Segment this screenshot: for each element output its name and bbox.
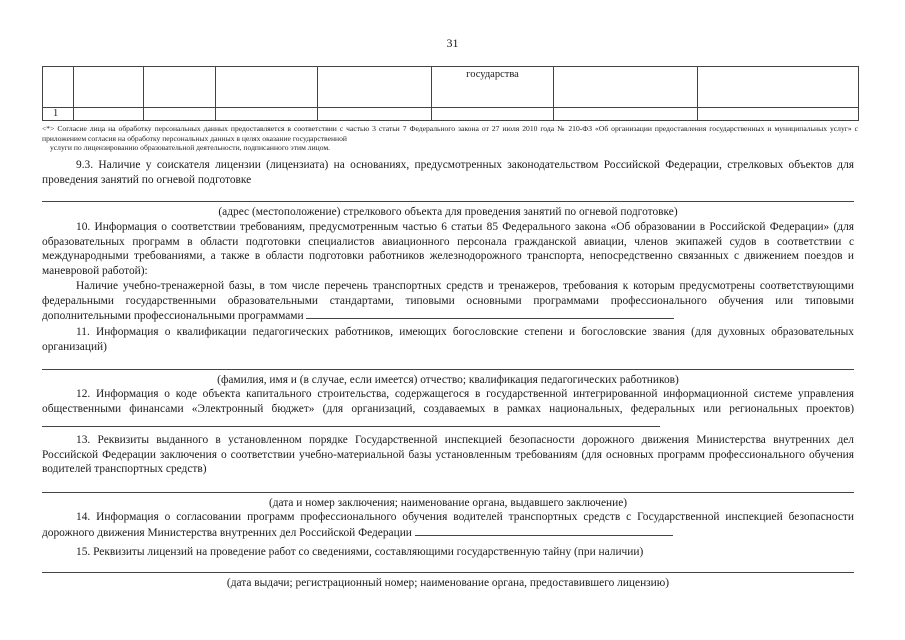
- section-14-text: 14. Информация о согласовании программ профессионального обучения водителей транспортных средств с Государственной инспекцией безопасности дорожного движения Министерства внутренних дел Российской Федерации: [42, 511, 854, 539]
- section-13: 13. Реквизиты выданного в установленном порядке Государственной инспекцией безопасности дорожного движения Министерства внутренних дел Российской Федерации заключения о соответствии учебно-материальной базы установленным требованиям (для основных программ профессионального обучения водителей транспортных средств): [42, 434, 854, 476]
- table-cell: [43, 67, 74, 108]
- caption-11: (фамилия, имя и (в случае, если имеется) отчество; квалификация педагогических работников): [217, 374, 679, 386]
- fill-line-12: [42, 416, 660, 427]
- table-cell: [698, 108, 859, 121]
- table-cell: [318, 108, 432, 121]
- footnote: [42, 124, 858, 153]
- table-cell: [554, 108, 698, 121]
- section-12-text: 12. Информация о коде объекта капитального строительства, содержащегося в государственной интегрированной информационной системе управления общественными финансами «Электронный бюджет» (для организаций, создаваемых в рамках национальных, федеральных или региональных проектов): [42, 388, 854, 415]
- page-number: 31: [446, 36, 459, 50]
- table-cell: [432, 108, 554, 121]
- table-header-cell: государства: [432, 67, 554, 108]
- section-10: 10. Информация о соответствии требованиям, предусмотренным частью 6 статьи 85 Федерального закона «Об образовании в Российской Федерации» (для образовательных программ в области подготовки специалистов авиационного персонала гражданской авиации, членов экипажей судов в соответствии с международными требованиями, а также в области подготовки работников железнодорожного транспорта, непосредственно связанных с движением поездов и маневровой работой):: [42, 221, 854, 277]
- table-row: [43, 108, 859, 121]
- table-header-row: [43, 67, 859, 108]
- table-cell: [216, 67, 318, 108]
- section-9-3: 9.3. Наличие у соискателя лицензии (лицензиата) на основаниях, предусмотренных законодательством Российской Федерации, стрелковых объектов для проведения занятий по огневой подготовке: [42, 159, 854, 186]
- section-12: [42, 387, 854, 432]
- table-cell: [144, 108, 216, 121]
- table-cell: [74, 108, 144, 121]
- fill-line-13: [42, 492, 854, 493]
- section-11: 11. Информация о квалификации педагогических работников, имеющих богословские степени и богословские звания (для духовных образовательных организаций): [42, 326, 854, 353]
- table-cell: [144, 67, 216, 108]
- footnote-text: <*> Согласие лица на обработку персональных данных предоставляется в соответствии с частью 3 статьи 7 Федерального закона от 27 июля 2010 года № 210-ФЗ «Об организации предоставления государственных и муниципальных услуг» с приложением согласия на обработку персональных данных в целях оказание государственной: [42, 124, 858, 143]
- table-row-number: 1: [43, 108, 74, 121]
- footnote-text-end: услуги по лицензированию образовательной деятельности, подписанного этим лицом.: [50, 143, 331, 153]
- section-10-base: [42, 279, 854, 324]
- section-14: [42, 510, 854, 540]
- section-10-base-text: Наличие учебно-тренажерной базы, в том числе перечень транспортных средств и тренажеров, требования к которым предусмотрены соответствующими федеральными государственными образовательными стандартами, типовыми основными программами профессионального обучения или типовыми дополнительными профессиональными программами: [42, 280, 854, 323]
- table-cell: [216, 108, 318, 121]
- caption-15: (дата выдачи; регистрационный номер; наименование органа, предоставившего лицензию): [226, 577, 670, 589]
- table-cell: [554, 67, 698, 108]
- table-cell: [698, 67, 859, 108]
- data-table: [42, 66, 859, 121]
- table-cell: [74, 67, 144, 108]
- table-cell: [318, 67, 432, 108]
- fill-line-11: [42, 369, 854, 370]
- caption-9-3: (адрес (местоположение) стрелкового объекта для проведения занятий по огневой подготовке): [218, 206, 678, 218]
- fill-line-10: [306, 308, 674, 319]
- section-15: 15. Реквизиты лицензий на проведение работ со сведениями, составляющими государственную тайну (при наличии): [76, 546, 644, 558]
- caption-13: (дата и номер заключения; наименование органа, выдавшего заключение): [268, 497, 628, 509]
- fill-line-14: [415, 525, 673, 536]
- fill-line-9-3: [42, 201, 854, 202]
- fill-line-15: [42, 572, 854, 573]
